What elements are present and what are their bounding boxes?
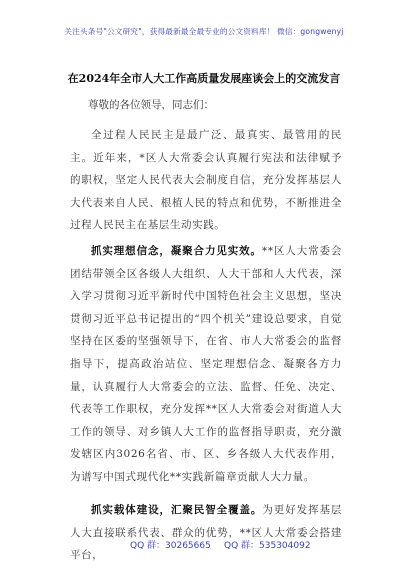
paragraph-text: **区人大常委会团结带领全区各级人大组织、人大干部和人大代表，深入学习贯彻习近平新时代中国特色社会主义思想，坚决贯彻习近平总书记提出的“四个机关”建设总要求，自觉坚持在区委的坚强领导下，在省、市人大常委会的监督指导下，提高政治站位、坚定理想信念、凝聚各方力量，认真履行人大常委会的立法、监督、任免、决定、代表等工作职权，充分发挥**区人大常委会对街道人大工作的领导、对乡镇人大工作的监督指导职责，充分激发辖区内3026名省、市、区、乡各级人大代表作用，为谱写中国式现代化**实践新篇章贡献人大力量。	[70, 245, 342, 483]
paragraph-text: 全过程人民民主是最广泛、最真实、最管用的民主。近年来，*区人大常委会认真履行宪法和法律赋予的职权，坚定人民代表大会制度自信，充分发挥基层人大代表来自人民、根植人民的特点和优势，不断推进全过程人民民主在基层生动实践。	[70, 129, 342, 232]
paragraph-lead: 抓实理想信念，凝聚合力见实效。	[91, 245, 262, 257]
footer-qq-group-1: QQ 群：30265665	[130, 541, 211, 551]
paragraph-platform	[70, 499, 342, 567]
footer-qq-group-2: QQ 群：535304092	[224, 541, 311, 551]
paragraph-intro	[70, 124, 342, 237]
paragraph-lead: 抓实载体建设，汇聚民智全覆盖。	[91, 504, 263, 516]
header-banner: 关注头条号"公文研究"，获得最新最全最专业的公文资料库！ 微信：gongwenyj	[64, 27, 344, 36]
salutation: 尊敬的各位领导，同志们：	[88, 99, 214, 111]
document-title: 在2024年全市人大工作高质量发展座谈会上的交流发言	[67, 72, 341, 85]
paragraph-text: 为更好发挥基层人大直接联系代表、群众的优势，**区人大常委会搭建平台，	[70, 504, 343, 562]
paragraph-ideals	[70, 240, 342, 489]
